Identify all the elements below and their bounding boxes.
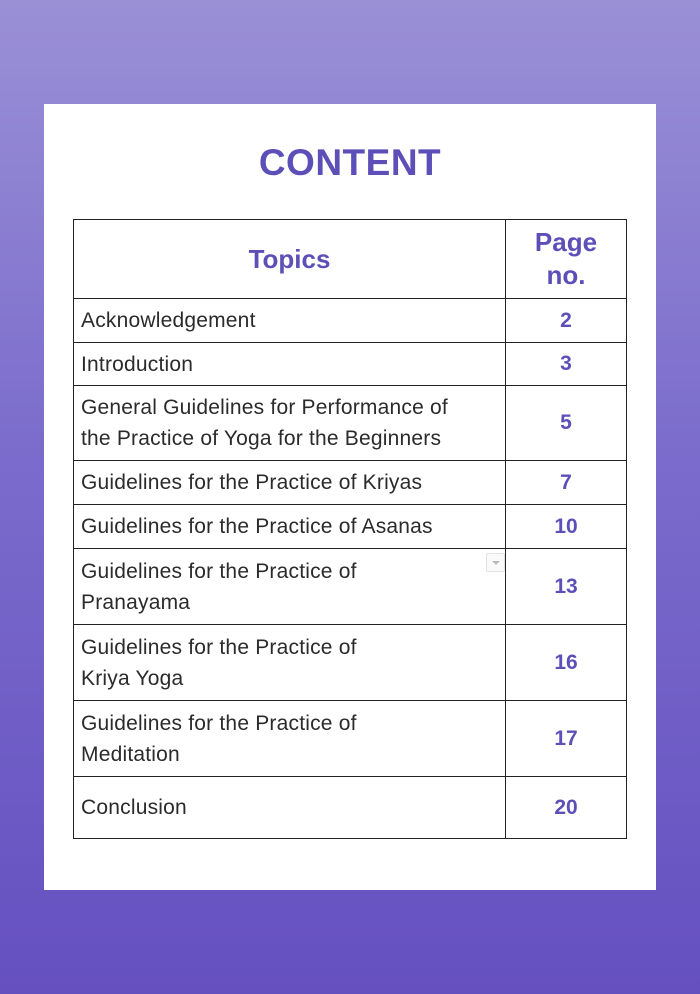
topic-text: Conclusion <box>81 796 187 819</box>
table-row <box>74 343 627 386</box>
topic-cell <box>74 625 506 701</box>
topic-text: Introduction <box>81 352 194 376</box>
page-header-line2: no. <box>546 260 586 290</box>
table-row <box>74 701 627 777</box>
table-row <box>74 505 627 549</box>
page-number-cell: 16 <box>506 625 627 701</box>
contents-table <box>73 219 627 839</box>
page-number-cell: 2 <box>506 299 627 343</box>
topic-text-line1: General Guidelines for Performance of <box>81 396 448 419</box>
page-number-cell: 5 <box>506 386 627 461</box>
topic-cell <box>74 343 506 386</box>
topic-cell <box>74 299 506 343</box>
topic-cell <box>74 461 506 505</box>
topic-text: Guidelines for the Practice of Asanas <box>81 515 433 538</box>
table-row <box>74 549 627 625</box>
topics-header: Topics <box>74 220 506 299</box>
topic-cell <box>74 701 506 777</box>
topic-text-line1: Guidelines for the Practice of <box>81 559 357 583</box>
page-number-cell: 17 <box>506 701 627 777</box>
table-header-row <box>74 220 627 299</box>
page-number-cell: 13 <box>506 549 627 625</box>
topic-text: Guidelines for the Practice of Kriyas <box>81 471 423 494</box>
table-row <box>74 777 627 839</box>
page-number-cell: 3 <box>506 343 627 386</box>
topic-text-line2: Meditation <box>81 742 180 766</box>
chevron-down-icon[interactable] <box>486 553 505 572</box>
table-row <box>74 299 627 343</box>
table-row <box>74 625 627 701</box>
page-number-cell: 7 <box>506 461 627 505</box>
page-number-cell: 20 <box>506 777 627 839</box>
topic-text-line1: Guidelines for the Practice of <box>81 635 357 659</box>
topic-text-line2: Pranayama <box>81 590 191 614</box>
table-row <box>74 461 627 505</box>
page-number-cell: 10 <box>506 505 627 549</box>
topic-cell <box>74 549 506 625</box>
table-row <box>74 386 627 461</box>
topic-text-line1: Guidelines for the Practice of <box>81 711 357 735</box>
topic-cell <box>74 505 506 549</box>
page-no-header <box>506 220 627 299</box>
topic-cell <box>74 777 506 839</box>
page-header-line1: Page <box>534 227 598 257</box>
topic-text: Acknowledgement <box>81 309 256 332</box>
topic-text-line2: Kriya Yoga <box>81 666 184 690</box>
topic-cell <box>74 386 506 461</box>
document-page <box>44 104 656 890</box>
page-title: CONTENT <box>258 142 442 183</box>
topic-text-line2: the Practice of Yoga for the Beginners <box>81 427 442 450</box>
